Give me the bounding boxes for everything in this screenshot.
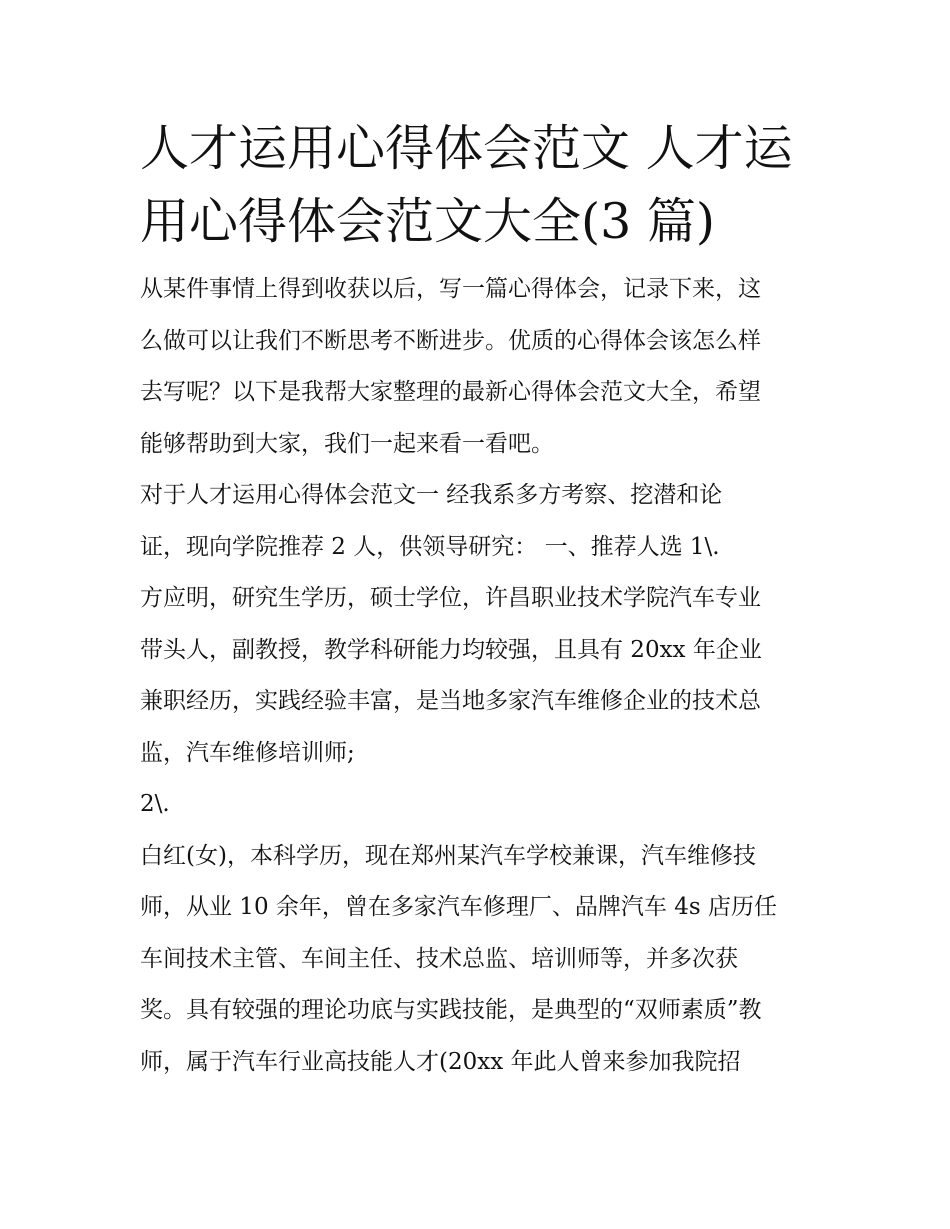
intro-paragraph <box>140 264 816 470</box>
text-line: 去写呢？以下是我帮大家整理的最新心得体会范文大全，希望 <box>140 379 761 405</box>
document-page <box>140 112 816 1088</box>
text-line: 师，从业 10 余年，曾在多家汽车修理厂、品牌汽车 4s 店历任 <box>140 894 777 920</box>
text-line: 监，汽车维修培训师; <box>140 739 355 766</box>
text-line: 白红(女)，本科学历，现在郑州某汽车学校兼课，汽车维修技 <box>140 842 756 869</box>
text-line: 2\. <box>140 791 170 817</box>
candidate-2-number <box>140 779 816 831</box>
text-line: 带头人，副教授，教学科研能力均较强，且具有 20xx 年企业 <box>140 636 762 663</box>
text-line: 能够帮助到大家，我们一起来看一看吧。 <box>140 430 554 457</box>
recommendation-paragraph <box>140 470 816 573</box>
text-line: 证，现向学院推荐 2 人，供领导研究： 一、推荐人选 1\. <box>140 533 720 560</box>
text-line: 奖。具有较强的理论功底与实践技能，是典型的“双师素质”教 <box>140 997 762 1023</box>
document-title <box>140 112 816 258</box>
text-line: 车间技术主管、车间主任、技术总监、培训师等，并多次获 <box>140 945 738 972</box>
text-line: 师，属于汽车行业高技能人才(20xx 年此人曾来参加我院招 <box>140 1048 741 1075</box>
title-line-2: 用心得体会范文大全(3 篇) <box>140 193 715 250</box>
text-line: 对于人才运用心得体会范文一 经我系多方考察、挖潜和论 <box>140 482 723 508</box>
text-line: 方应明，研究生学历，硕士学位，许昌职业技术学院汽车专业 <box>140 585 761 611</box>
text-line: 从某件事情上得到收获以后，写一篇心得体会，记录下来，这 <box>140 276 761 302</box>
title-line-1: 人才运用心得体会范文 人才运 <box>140 120 793 177</box>
candidate-2-paragraph <box>140 831 816 1089</box>
candidate-1-paragraph <box>140 573 816 779</box>
text-line: 兼职经历，实践经验丰富，是当地多家汽车维修企业的技术总 <box>140 688 761 714</box>
text-line: 么做可以让我们不断思考不断进步。优质的心得体会该怎么样 <box>140 327 761 354</box>
